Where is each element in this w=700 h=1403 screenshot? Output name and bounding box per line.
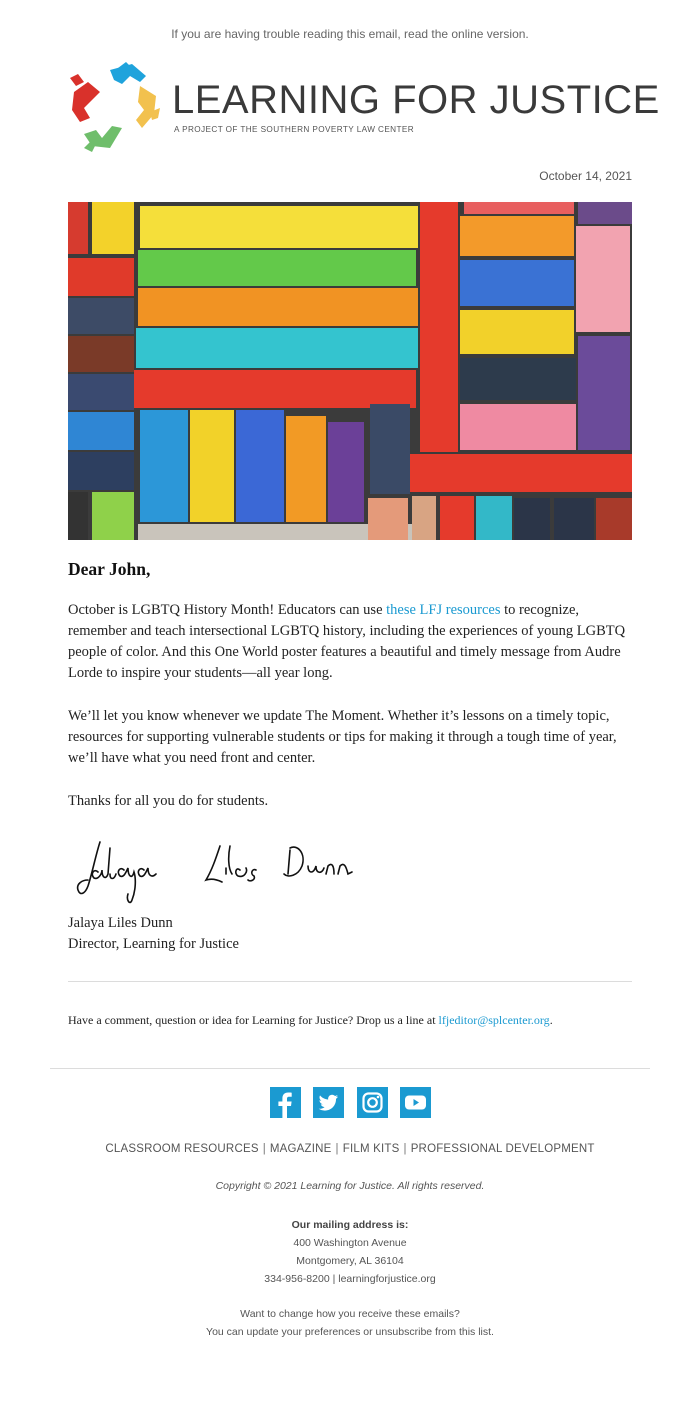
preheader-text[interactable]: If you are having trouble reading this email, read the online version. [171, 27, 529, 41]
comment-text: Have a comment, question or idea for Learning for Justice? Drop us a line at [68, 1013, 439, 1027]
address-heading: Our mailing address is: [291, 1219, 409, 1231]
twitter-icon[interactable] [313, 1087, 344, 1118]
email-preferences [0, 1305, 700, 1341]
address-city: Montgomery, AL 36104 [296, 1255, 404, 1267]
divider [68, 981, 632, 982]
brand-tagline: A PROJECT OF THE SOUTHERN POVERTY LAW CENTER [174, 125, 415, 134]
handwritten-signature [70, 828, 370, 908]
mailing-address [0, 1216, 700, 1288]
hands-logo-icon [70, 62, 160, 152]
instagram-icon[interactable] [357, 1087, 388, 1118]
lfj-resources-link[interactable]: these LFJ resources [386, 602, 501, 618]
prefs-links[interactable]: You can update your preferences or unsubscribe from this list. [206, 1326, 494, 1338]
brand-logo[interactable] [70, 62, 660, 152]
email-date: October 14, 2021 [539, 169, 632, 183]
comment-period: . [549, 1013, 553, 1027]
footer-divider [50, 1068, 650, 1069]
signer-name: Jalaya Liles Dunn [68, 915, 173, 931]
paragraph-history-month [68, 600, 634, 684]
nav-film-kits[interactable]: FILM KITS [342, 1143, 400, 1155]
footer-nav [0, 1143, 700, 1155]
facebook-icon[interactable] [270, 1087, 301, 1118]
website-link[interactable]: learningforjustice.org [338, 1273, 436, 1285]
nav-separator: | [262, 1143, 266, 1155]
signer-block [68, 913, 239, 955]
hero-image[interactable] [68, 202, 632, 540]
signature-graphic [70, 828, 370, 908]
prefs-question: Want to change how you receive these emails? [240, 1308, 460, 1320]
youtube-icon[interactable] [400, 1087, 431, 1118]
comment-invite [68, 1013, 634, 1028]
nav-separator: | [335, 1143, 339, 1155]
paragraph-text-end: to recognize, remember and teach intersectional LGBTQ history, including the experiences of young LGBTQ people of color. And this One World poster features a beautiful and timely message from Audre Lorde to inspire your students—all year long. [68, 602, 626, 681]
paragraph-the-moment: We’ll let you know whenever we update The Moment. Whether it’s lessons on a timely topic, resources for supporting vulnerable students or tips for making it through a tough time of year, we’ll have what you need front and center. [68, 708, 617, 766]
address-contact [0, 1270, 700, 1288]
address-divider: | [332, 1273, 336, 1285]
nav-classroom-resources[interactable]: CLASSROOM RESOURCES [105, 1143, 259, 1155]
editor-email-link[interactable]: lfjeditor@splcenter.org [438, 1013, 550, 1027]
paragraph-text-start: October is LGBTQ History Month! Educators can use [68, 602, 387, 618]
address-phone: 334-956-8200 [264, 1273, 330, 1285]
painted-bricks-illustration [68, 202, 632, 540]
salutation: Dear John, [68, 559, 151, 579]
nav-professional-development[interactable]: PROFESSIONAL DEVELOPMENT [410, 1143, 595, 1155]
signer-title: Director, Learning for Justice [68, 936, 239, 952]
social-links [270, 1087, 440, 1118]
copyright: Copyright © 2021 Learning for Justice. All rights reserved. [215, 1180, 485, 1192]
paragraph-thanks: Thanks for all you do for students. [68, 793, 269, 809]
address-street: 400 Washington Avenue [293, 1237, 407, 1249]
brand-name: LEARNING FOR JUSTICE [172, 78, 660, 122]
nav-separator: | [403, 1143, 407, 1155]
nav-magazine[interactable]: MAGAZINE [269, 1143, 332, 1155]
